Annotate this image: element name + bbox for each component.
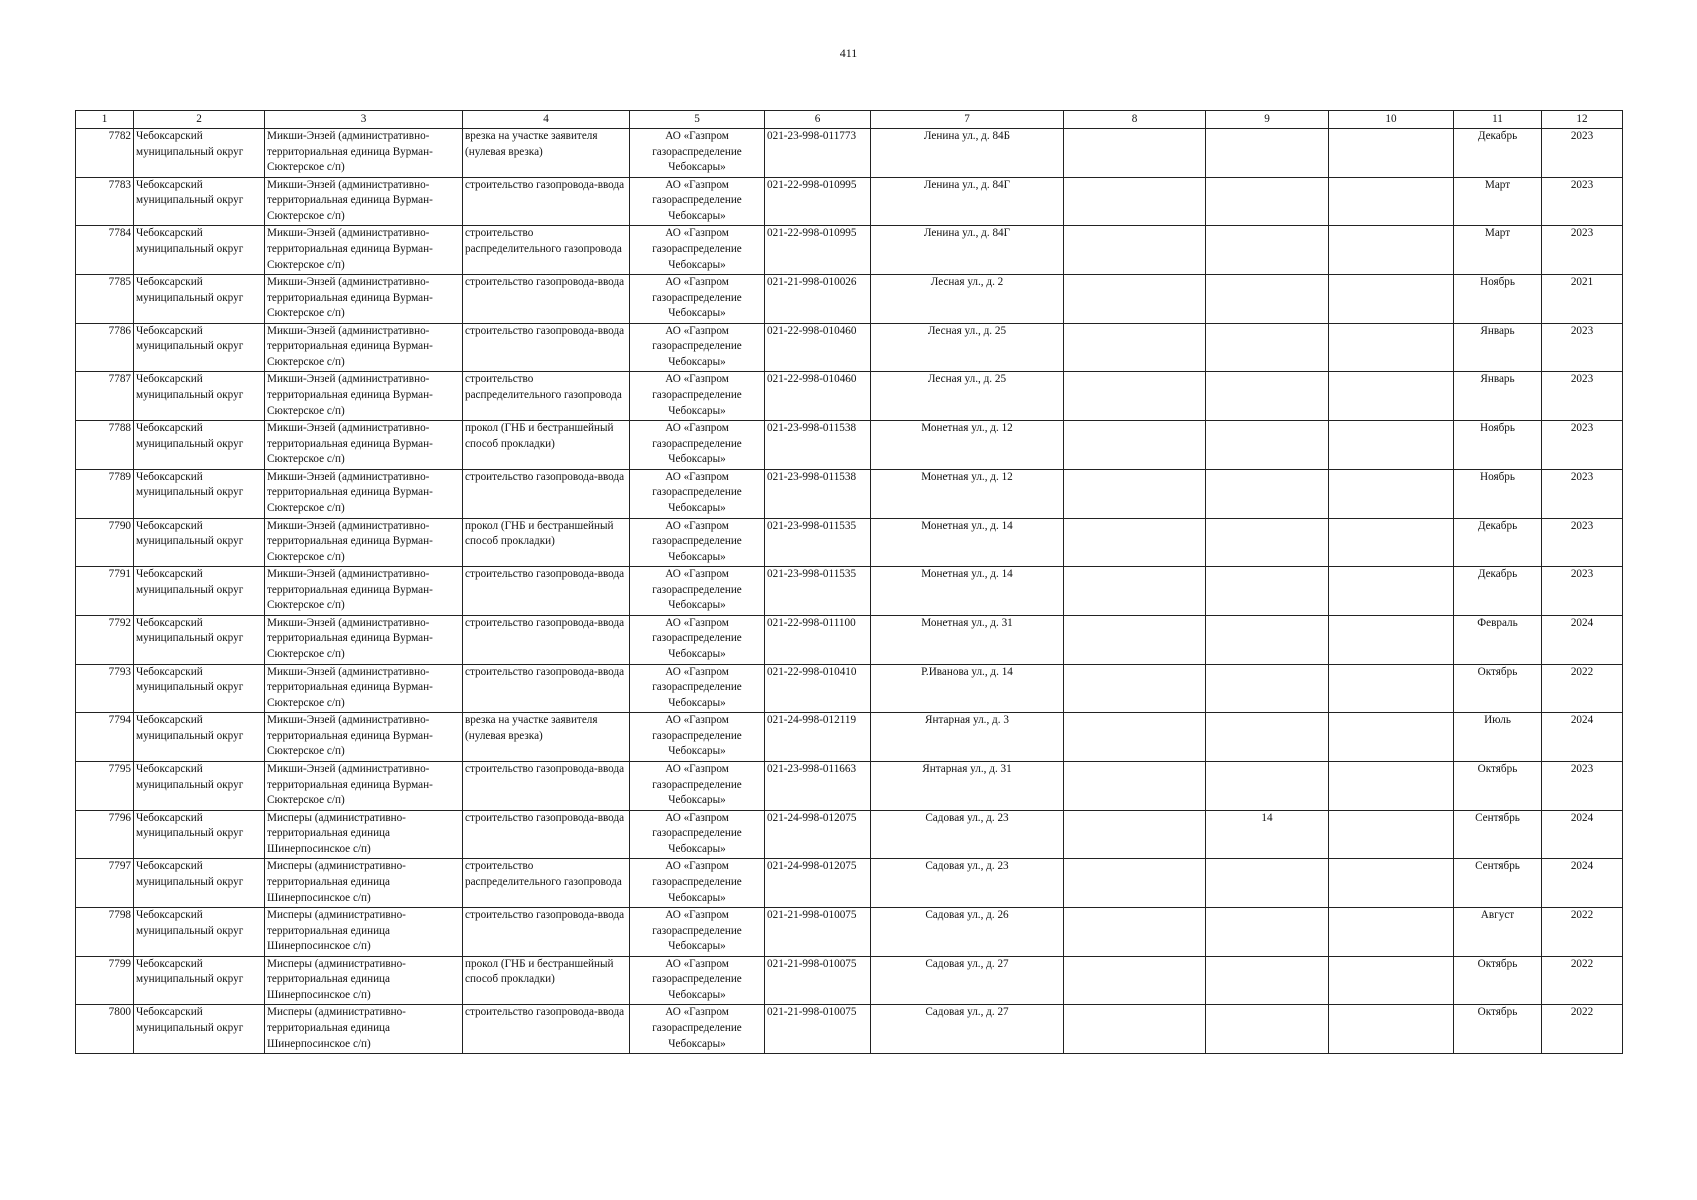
organization-cell: АО «Газпром газораспределение Чебоксары» — [630, 664, 765, 713]
locality-cell: Мисперы (административно-территориальная единица Шинерпосинское с/п) — [265, 859, 463, 908]
month-cell: Сентябрь — [1454, 859, 1542, 908]
month-cell: Ноябрь — [1454, 469, 1542, 518]
row-number-cell: 7789 — [76, 469, 134, 518]
column-header-2: 2 — [134, 111, 265, 129]
locality-cell: Микши-Энзей (административно-территориальная единица Вурман-Сюктерское с/п) — [265, 518, 463, 567]
district-cell: Чебоксарский муниципальный округ — [134, 908, 265, 957]
row-number-cell: 7792 — [76, 615, 134, 664]
work-type-cell: врезка на участке заявителя (нулевая врезка) — [463, 129, 630, 178]
page-number: 411 — [839, 46, 858, 60]
locality-cell: Микши-Энзей (административно-территориальная единица Вурман-Сюктерское с/п) — [265, 129, 463, 178]
year-cell: 2023 — [1542, 761, 1623, 810]
month-cell: Октябрь — [1454, 664, 1542, 713]
application-code-cell: 021-23-998-011663 — [765, 761, 871, 810]
column-9-cell — [1206, 908, 1329, 957]
column-8-cell — [1064, 372, 1206, 421]
column-8-cell — [1064, 664, 1206, 713]
district-cell: Чебоксарский муниципальный округ — [134, 323, 265, 372]
address-cell: Лесная ул., д. 2 — [871, 275, 1064, 324]
table-row — [76, 664, 1623, 713]
column-9-cell — [1206, 518, 1329, 567]
application-code-cell: 021-23-998-011538 — [765, 469, 871, 518]
application-code-cell: 021-21-998-010026 — [765, 275, 871, 324]
year-cell: 2024 — [1542, 615, 1623, 664]
work-type-cell: строительство газопровода-ввода — [463, 615, 630, 664]
column-9-cell — [1206, 129, 1329, 178]
column-header-1: 1 — [76, 111, 134, 129]
column-10-cell — [1329, 908, 1454, 957]
column-8-cell — [1064, 469, 1206, 518]
table-row — [76, 859, 1623, 908]
application-code-cell: 021-22-998-010460 — [765, 372, 871, 421]
column-header-3: 3 — [265, 111, 463, 129]
year-cell: 2022 — [1542, 956, 1623, 1005]
year-cell: 2022 — [1542, 1005, 1623, 1054]
column-8-cell — [1064, 615, 1206, 664]
column-8-cell — [1064, 810, 1206, 859]
work-type-cell: строительство газопровода-ввода — [463, 761, 630, 810]
year-cell: 2023 — [1542, 469, 1623, 518]
row-number-cell: 7799 — [76, 956, 134, 1005]
table-row — [76, 323, 1623, 372]
organization-cell: АО «Газпром газораспределение Чебоксары» — [630, 129, 765, 178]
column-8-cell — [1064, 956, 1206, 1005]
locality-cell: Микши-Энзей (административно-территориальная единица Вурман-Сюктерское с/п) — [265, 226, 463, 275]
application-code-cell: 021-21-998-010075 — [765, 908, 871, 957]
column-10-cell — [1329, 761, 1454, 810]
column-header-7: 7 — [871, 111, 1064, 129]
column-8-cell — [1064, 129, 1206, 178]
column-header-12: 12 — [1542, 111, 1623, 129]
column-header-10: 10 — [1329, 111, 1454, 129]
table-row — [76, 518, 1623, 567]
work-type-cell: прокол (ГНБ и бестраншейный способ прокладки) — [463, 518, 630, 567]
row-number-cell: 7800 — [76, 1005, 134, 1054]
column-9-cell — [1206, 1005, 1329, 1054]
locality-cell: Мисперы (административно-территориальная единица Шинерпосинское с/п) — [265, 908, 463, 957]
column-8-cell — [1064, 518, 1206, 567]
column-10-cell — [1329, 226, 1454, 275]
column-9-cell — [1206, 567, 1329, 616]
work-type-cell: строительство газопровода-ввода — [463, 275, 630, 324]
organization-cell: АО «Газпром газораспределение Чебоксары» — [630, 226, 765, 275]
table-row — [76, 421, 1623, 470]
work-type-cell: строительство газопровода-ввода — [463, 664, 630, 713]
table-row — [76, 713, 1623, 762]
column-10-cell — [1329, 518, 1454, 567]
column-8-cell — [1064, 567, 1206, 616]
row-number-cell: 7794 — [76, 713, 134, 762]
work-type-cell: строительство газопровода-ввода — [463, 810, 630, 859]
row-number-cell: 7788 — [76, 421, 134, 470]
table-row — [76, 761, 1623, 810]
address-cell: Монетная ул., д. 14 — [871, 518, 1064, 567]
column-9-cell — [1206, 275, 1329, 324]
column-10-cell — [1329, 956, 1454, 1005]
table-row — [76, 810, 1623, 859]
gasification-register-table — [75, 110, 1623, 1054]
district-cell: Чебоксарский муниципальный округ — [134, 713, 265, 762]
address-cell: Янтарная ул., д. 3 — [871, 713, 1064, 762]
column-9-cell: 14 — [1206, 810, 1329, 859]
locality-cell: Микши-Энзей (административно-территориальная единица Вурман-Сюктерское с/п) — [265, 615, 463, 664]
table-row — [76, 469, 1623, 518]
column-8-cell — [1064, 226, 1206, 275]
month-cell: Август — [1454, 908, 1542, 957]
work-type-cell: врезка на участке заявителя (нулевая врезка) — [463, 713, 630, 762]
organization-cell: АО «Газпром газораспределение Чебоксары» — [630, 908, 765, 957]
work-type-cell: строительство распределительного газопровода — [463, 372, 630, 421]
table-row — [76, 908, 1623, 957]
year-cell: 2023 — [1542, 177, 1623, 226]
address-cell: Садовая ул., д. 23 — [871, 859, 1064, 908]
column-10-cell — [1329, 421, 1454, 470]
locality-cell: Микши-Энзей (административно-территориальная единица Вурман-Сюктерское с/п) — [265, 421, 463, 470]
column-9-cell — [1206, 469, 1329, 518]
application-code-cell: 021-23-998-011773 — [765, 129, 871, 178]
organization-cell: АО «Газпром газораспределение Чебоксары» — [630, 567, 765, 616]
organization-cell: АО «Газпром газораспределение Чебоксары» — [630, 372, 765, 421]
district-cell: Чебоксарский муниципальный округ — [134, 226, 265, 275]
year-cell: 2024 — [1542, 810, 1623, 859]
table-row — [76, 275, 1623, 324]
column-10-cell — [1329, 664, 1454, 713]
application-code-cell: 021-24-998-012119 — [765, 713, 871, 762]
district-cell: Чебоксарский муниципальный округ — [134, 810, 265, 859]
organization-cell: АО «Газпром газораспределение Чебоксары» — [630, 859, 765, 908]
organization-cell: АО «Газпром газораспределение Чебоксары» — [630, 323, 765, 372]
column-10-cell — [1329, 615, 1454, 664]
address-cell: Садовая ул., д. 27 — [871, 956, 1064, 1005]
district-cell: Чебоксарский муниципальный округ — [134, 567, 265, 616]
column-8-cell — [1064, 1005, 1206, 1054]
district-cell: Чебоксарский муниципальный округ — [134, 518, 265, 567]
month-cell: Октябрь — [1454, 956, 1542, 1005]
locality-cell: Микши-Энзей (административно-территориальная единица Вурман-Сюктерское с/п) — [265, 372, 463, 421]
address-cell: Садовая ул., д. 26 — [871, 908, 1064, 957]
year-cell: 2022 — [1542, 908, 1623, 957]
year-cell: 2023 — [1542, 567, 1623, 616]
year-cell: 2023 — [1542, 372, 1623, 421]
table-body — [76, 129, 1623, 1054]
row-number-cell: 7795 — [76, 761, 134, 810]
month-cell: Январь — [1454, 323, 1542, 372]
column-9-cell — [1206, 177, 1329, 226]
work-type-cell: строительство газопровода-ввода — [463, 469, 630, 518]
work-type-cell: строительство газопровода-ввода — [463, 177, 630, 226]
district-cell: Чебоксарский муниципальный округ — [134, 275, 265, 324]
locality-cell: Микши-Энзей (административно-территориальная единица Вурман-Сюктерское с/п) — [265, 275, 463, 324]
address-cell: Садовая ул., д. 27 — [871, 1005, 1064, 1054]
month-cell: Сентябрь — [1454, 810, 1542, 859]
district-cell: Чебоксарский муниципальный округ — [134, 129, 265, 178]
column-9-cell — [1206, 421, 1329, 470]
table-row — [76, 956, 1623, 1005]
month-cell: Октябрь — [1454, 761, 1542, 810]
work-type-cell: строительство газопровода-ввода — [463, 323, 630, 372]
column-9-cell — [1206, 664, 1329, 713]
column-header-5: 5 — [630, 111, 765, 129]
work-type-cell: строительство распределительного газопровода — [463, 226, 630, 275]
locality-cell: Микши-Энзей (административно-территориальная единица Вурман-Сюктерское с/п) — [265, 177, 463, 226]
organization-cell: АО «Газпром газораспределение Чебоксары» — [630, 275, 765, 324]
column-10-cell — [1329, 810, 1454, 859]
work-type-cell: прокол (ГНБ и бестраншейный способ прокладки) — [463, 956, 630, 1005]
month-cell: Ноябрь — [1454, 275, 1542, 324]
organization-cell: АО «Газпром газораспределение Чебоксары» — [630, 518, 765, 567]
column-9-cell — [1206, 226, 1329, 275]
locality-cell: Мисперы (административно-территориальная единица Шинерпосинское с/п) — [265, 956, 463, 1005]
month-cell: Октябрь — [1454, 1005, 1542, 1054]
address-cell: Садовая ул., д. 23 — [871, 810, 1064, 859]
year-cell: 2022 — [1542, 664, 1623, 713]
column-9-cell — [1206, 713, 1329, 762]
district-cell: Чебоксарский муниципальный округ — [134, 615, 265, 664]
column-10-cell — [1329, 859, 1454, 908]
column-8-cell — [1064, 908, 1206, 957]
application-code-cell: 021-22-998-010995 — [765, 226, 871, 275]
column-header-8: 8 — [1064, 111, 1206, 129]
application-code-cell: 021-22-998-010995 — [765, 177, 871, 226]
address-cell: Монетная ул., д. 12 — [871, 469, 1064, 518]
row-number-cell: 7793 — [76, 664, 134, 713]
column-9-cell — [1206, 859, 1329, 908]
organization-cell: АО «Газпром газораспределение Чебоксары» — [630, 177, 765, 226]
table-row — [76, 567, 1623, 616]
locality-cell: Микши-Энзей (административно-территориальная единица Вурман-Сюктерское с/п) — [265, 469, 463, 518]
organization-cell: АО «Газпром газораспределение Чебоксары» — [630, 713, 765, 762]
application-code-cell: 021-22-998-010460 — [765, 323, 871, 372]
column-9-cell — [1206, 761, 1329, 810]
year-cell: 2023 — [1542, 226, 1623, 275]
year-cell: 2023 — [1542, 421, 1623, 470]
year-cell: 2024 — [1542, 859, 1623, 908]
column-8-cell — [1064, 177, 1206, 226]
address-cell: Лесная ул., д. 25 — [871, 372, 1064, 421]
row-number-cell: 7797 — [76, 859, 134, 908]
work-type-cell: строительство газопровода-ввода — [463, 908, 630, 957]
row-number-cell: 7798 — [76, 908, 134, 957]
column-8-cell — [1064, 761, 1206, 810]
address-cell: Монетная ул., д. 31 — [871, 615, 1064, 664]
application-code-cell: 021-24-998-012075 — [765, 859, 871, 908]
table-row — [76, 1005, 1623, 1054]
column-10-cell — [1329, 129, 1454, 178]
column-9-cell — [1206, 372, 1329, 421]
address-cell: Янтарная ул., д. 31 — [871, 761, 1064, 810]
district-cell: Чебоксарский муниципальный округ — [134, 664, 265, 713]
column-8-cell — [1064, 713, 1206, 762]
organization-cell: АО «Газпром газораспределение Чебоксары» — [630, 421, 765, 470]
organization-cell: АО «Газпром газораспределение Чебоксары» — [630, 615, 765, 664]
month-cell: Февраль — [1454, 615, 1542, 664]
address-cell: Монетная ул., д. 14 — [871, 567, 1064, 616]
row-number-cell: 7796 — [76, 810, 134, 859]
row-number-cell: 7783 — [76, 177, 134, 226]
row-number-cell: 7790 — [76, 518, 134, 567]
year-cell: 2021 — [1542, 275, 1623, 324]
address-cell: Ленина ул., д. 84Б — [871, 129, 1064, 178]
organization-cell: АО «Газпром газораспределение Чебоксары» — [630, 761, 765, 810]
address-cell: Ленина ул., д. 84Г — [871, 226, 1064, 275]
month-cell: Декабрь — [1454, 518, 1542, 567]
table-row — [76, 226, 1623, 275]
address-cell: Р.Иванова ул., д. 14 — [871, 664, 1064, 713]
month-cell: Июль — [1454, 713, 1542, 762]
locality-cell: Микши-Энзей (административно-территориальная единица Вурман-Сюктерское с/п) — [265, 664, 463, 713]
application-code-cell: 021-22-998-011100 — [765, 615, 871, 664]
application-code-cell: 021-21-998-010075 — [765, 1005, 871, 1054]
row-number-cell: 7785 — [76, 275, 134, 324]
month-cell: Март — [1454, 177, 1542, 226]
header-row — [76, 111, 1623, 129]
column-10-cell — [1329, 567, 1454, 616]
application-code-cell: 021-22-998-010410 — [765, 664, 871, 713]
row-number-cell: 7791 — [76, 567, 134, 616]
locality-cell: Микши-Энзей (административно-территориальная единица Вурман-Сюктерское с/п) — [265, 323, 463, 372]
column-10-cell — [1329, 372, 1454, 421]
organization-cell: АО «Газпром газораспределение Чебоксары» — [630, 956, 765, 1005]
column-header-9: 9 — [1206, 111, 1329, 129]
district-cell: Чебоксарский муниципальный округ — [134, 372, 265, 421]
table-row — [76, 372, 1623, 421]
application-code-cell: 021-23-998-011538 — [765, 421, 871, 470]
column-9-cell — [1206, 956, 1329, 1005]
application-code-cell: 021-24-998-012075 — [765, 810, 871, 859]
district-cell: Чебоксарский муниципальный округ — [134, 761, 265, 810]
organization-cell: АО «Газпром газораспределение Чебоксары» — [630, 1005, 765, 1054]
locality-cell: Мисперы (административно-территориальная единица Шинерпосинское с/п) — [265, 810, 463, 859]
column-9-cell — [1206, 323, 1329, 372]
column-8-cell — [1064, 859, 1206, 908]
address-cell: Лесная ул., д. 25 — [871, 323, 1064, 372]
application-code-cell: 021-23-998-011535 — [765, 567, 871, 616]
locality-cell: Мисперы (административно-территориальная единица Шинерпосинское с/п) — [265, 1005, 463, 1054]
column-8-cell — [1064, 323, 1206, 372]
row-number-cell: 7782 — [76, 129, 134, 178]
table-row — [76, 129, 1623, 178]
year-cell: 2023 — [1542, 129, 1623, 178]
column-9-cell — [1206, 615, 1329, 664]
address-cell: Ленина ул., д. 84Г — [871, 177, 1064, 226]
column-10-cell — [1329, 1005, 1454, 1054]
work-type-cell: строительство распределительного газопровода — [463, 859, 630, 908]
column-10-cell — [1329, 177, 1454, 226]
column-8-cell — [1064, 275, 1206, 324]
column-10-cell — [1329, 713, 1454, 762]
district-cell: Чебоксарский муниципальный округ — [134, 956, 265, 1005]
column-header-11: 11 — [1454, 111, 1542, 129]
locality-cell: Микши-Энзей (административно-территориальная единица Вурман-Сюктерское с/п) — [265, 713, 463, 762]
month-cell: Январь — [1454, 372, 1542, 421]
application-code-cell: 021-23-998-011535 — [765, 518, 871, 567]
column-8-cell — [1064, 421, 1206, 470]
year-cell: 2023 — [1542, 518, 1623, 567]
column-10-cell — [1329, 323, 1454, 372]
district-cell: Чебоксарский муниципальный округ — [134, 859, 265, 908]
year-cell: 2023 — [1542, 323, 1623, 372]
application-code-cell: 021-21-998-010075 — [765, 956, 871, 1005]
row-number-cell: 7786 — [76, 323, 134, 372]
month-cell: Декабрь — [1454, 129, 1542, 178]
work-type-cell: строительство газопровода-ввода — [463, 567, 630, 616]
district-cell: Чебоксарский муниципальный округ — [134, 177, 265, 226]
work-type-cell: прокол (ГНБ и бестраншейный способ прокладки) — [463, 421, 630, 470]
address-cell: Монетная ул., д. 12 — [871, 421, 1064, 470]
district-cell: Чебоксарский муниципальный округ — [134, 469, 265, 518]
column-10-cell — [1329, 469, 1454, 518]
row-number-cell: 7784 — [76, 226, 134, 275]
month-cell: Декабрь — [1454, 567, 1542, 616]
work-type-cell: строительство газопровода-ввода — [463, 1005, 630, 1054]
column-header-4: 4 — [463, 111, 630, 129]
locality-cell: Микши-Энзей (административно-территориальная единица Вурман-Сюктерское с/п) — [265, 567, 463, 616]
organization-cell: АО «Газпром газораспределение Чебоксары» — [630, 469, 765, 518]
locality-cell: Микши-Энзей (административно-территориальная единица Вурман-Сюктерское с/п) — [265, 761, 463, 810]
column-10-cell — [1329, 275, 1454, 324]
table-row — [76, 615, 1623, 664]
row-number-cell: 7787 — [76, 372, 134, 421]
organization-cell: АО «Газпром газораспределение Чебоксары» — [630, 810, 765, 859]
district-cell: Чебоксарский муниципальный округ — [134, 421, 265, 470]
column-header-6: 6 — [765, 111, 871, 129]
year-cell: 2024 — [1542, 713, 1623, 762]
month-cell: Ноябрь — [1454, 421, 1542, 470]
district-cell: Чебоксарский муниципальный округ — [134, 1005, 265, 1054]
month-cell: Март — [1454, 226, 1542, 275]
table-row — [76, 177, 1623, 226]
